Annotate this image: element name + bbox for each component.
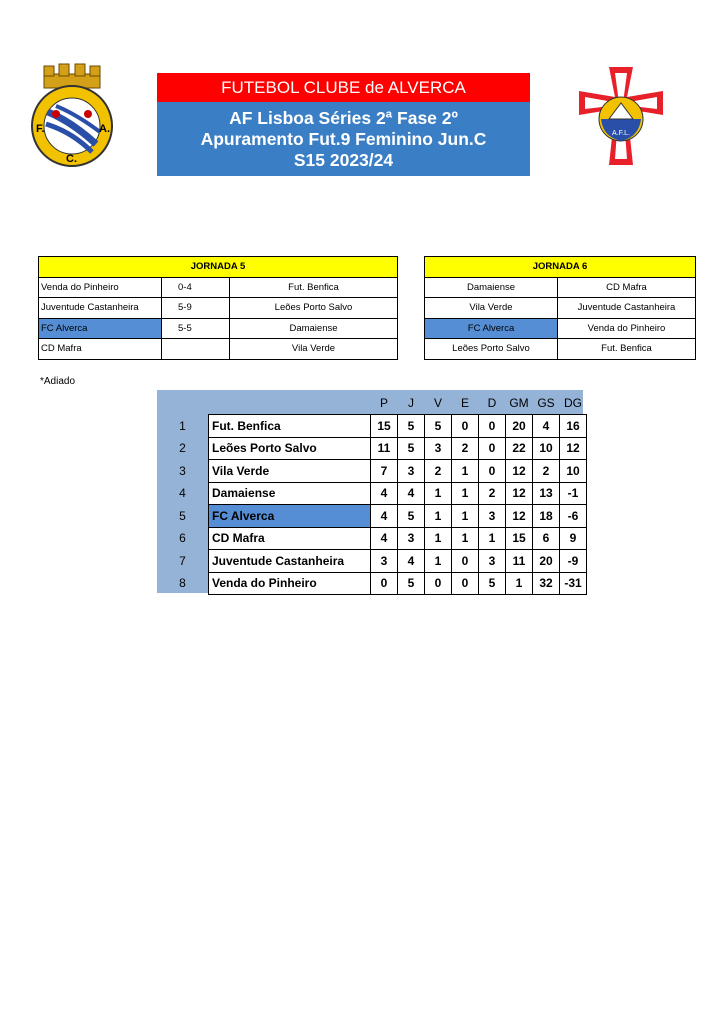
title-line-2: Apuramento Fut.9 Feminino Jun.C xyxy=(200,128,487,149)
stat-e: 1 xyxy=(452,482,479,505)
match-score: 0-4 xyxy=(162,277,230,298)
crest-letter-c: C. xyxy=(66,153,77,165)
stat-gs: 13 xyxy=(533,482,560,505)
stat-v: 3 xyxy=(425,437,452,460)
home-team: Juventude Castanheira xyxy=(39,298,162,319)
stat-e: 0 xyxy=(452,550,479,573)
stat-gm: 12 xyxy=(506,482,533,505)
stat-p: 0 xyxy=(371,572,398,595)
stat-d: 0 xyxy=(479,415,506,438)
away-team: Fut. Benfica xyxy=(558,339,696,360)
position: 7 xyxy=(179,553,186,568)
position: 1 xyxy=(179,418,186,433)
stat-d: 3 xyxy=(479,505,506,528)
stat-e: 1 xyxy=(452,460,479,483)
stat-j: 5 xyxy=(398,437,425,460)
table-row xyxy=(157,550,587,573)
col-header: P xyxy=(379,396,388,410)
stat-v: 1 xyxy=(425,482,452,505)
table-row xyxy=(157,437,587,460)
away-team: Venda do Pinheiro xyxy=(558,318,696,339)
stat-j: 3 xyxy=(398,527,425,550)
table-row xyxy=(39,277,398,298)
stat-e: 2 xyxy=(452,437,479,460)
stat-v: 5 xyxy=(425,415,452,438)
table-row xyxy=(425,298,696,319)
match-score xyxy=(162,339,230,360)
stat-gm: 11 xyxy=(506,550,533,573)
stat-v: 1 xyxy=(425,505,452,528)
crest-letter-f: F. xyxy=(36,123,45,135)
position: 4 xyxy=(179,486,186,501)
position: 5 xyxy=(179,508,186,523)
stat-e: 1 xyxy=(452,505,479,528)
stat-p: 7 xyxy=(371,460,398,483)
table-row xyxy=(425,339,696,360)
stat-gs: 18 xyxy=(533,505,560,528)
stat-v: 2 xyxy=(425,460,452,483)
table-row xyxy=(157,572,587,595)
home-team: Leões Porto Salvo xyxy=(425,339,558,360)
afl-letters: A.F.L. xyxy=(612,130,630,137)
stat-v: 0 xyxy=(425,572,452,595)
home-team: Venda do Pinheiro xyxy=(39,277,162,298)
stat-gs: 20 xyxy=(533,550,560,573)
position: 6 xyxy=(179,531,186,546)
table-row xyxy=(157,482,587,505)
stat-v: 1 xyxy=(425,527,452,550)
club-name-banner: FUTEBOL CLUBE de ALVERCA xyxy=(157,73,530,102)
title-line-1: AF Lisboa Séries 2ª Fase 2º xyxy=(229,107,458,128)
team-name: Damaiense xyxy=(209,482,371,505)
stat-j: 3 xyxy=(398,460,425,483)
stat-d: 1 xyxy=(479,527,506,550)
stat-dg: -6 xyxy=(560,505,587,528)
stat-gm: 12 xyxy=(506,460,533,483)
crown-icon xyxy=(44,64,100,88)
table-row xyxy=(425,277,696,298)
table-row xyxy=(39,298,398,319)
col-header: DG xyxy=(564,396,582,410)
title-line-3: S15 2023/24 xyxy=(293,149,394,170)
stat-d: 3 xyxy=(479,550,506,573)
col-header: D xyxy=(487,396,497,410)
jornada-5-title: JORNADA 5 xyxy=(39,257,398,278)
position: 8 xyxy=(179,576,186,591)
stat-gs: 32 xyxy=(533,572,560,595)
stat-p: 3 xyxy=(371,550,398,573)
stat-gm: 12 xyxy=(506,505,533,528)
stat-dg: 16 xyxy=(560,415,587,438)
stat-p: 4 xyxy=(371,505,398,528)
stat-dg: 9 xyxy=(560,527,587,550)
team-name: Venda do Pinheiro xyxy=(209,572,371,595)
jornada-6-title: JORNADA 6 xyxy=(425,257,696,278)
stat-p: 4 xyxy=(371,527,398,550)
stat-e: 1 xyxy=(452,527,479,550)
stat-gm: 1 xyxy=(506,572,533,595)
team-name: Vila Verde xyxy=(209,460,371,483)
stat-e: 0 xyxy=(452,572,479,595)
col-header: J xyxy=(408,396,414,410)
table-row xyxy=(157,460,587,483)
jornada-6-table xyxy=(424,256,696,360)
postponed-note: *Adiado xyxy=(40,376,76,387)
standings-table xyxy=(157,392,587,595)
col-header: GS xyxy=(537,396,555,410)
away-team: Vila Verde xyxy=(230,339,398,360)
away-team: Leões Porto Salvo xyxy=(230,298,398,319)
away-team: Damaiense xyxy=(230,318,398,339)
team-name: CD Mafra xyxy=(209,527,371,550)
stat-d: 0 xyxy=(479,460,506,483)
stat-j: 5 xyxy=(398,505,425,528)
stat-e: 0 xyxy=(452,415,479,438)
stat-d: 0 xyxy=(479,437,506,460)
stat-gs: 10 xyxy=(533,437,560,460)
home-team: FC Alverca xyxy=(39,318,162,339)
team-name: Juventude Castanheira xyxy=(209,550,371,573)
stat-dg: -31 xyxy=(560,572,587,595)
stat-gm: 20 xyxy=(506,415,533,438)
af-lisboa-logo xyxy=(579,67,663,165)
crest-letter-a: A. xyxy=(99,123,110,135)
table-row xyxy=(39,339,398,360)
position: 3 xyxy=(179,463,186,478)
stat-p: 4 xyxy=(371,482,398,505)
stat-dg: 12 xyxy=(560,437,587,460)
away-team: CD Mafra xyxy=(558,277,696,298)
stat-j: 5 xyxy=(398,572,425,595)
team-name: Fut. Benfica xyxy=(209,415,371,438)
stat-v: 1 xyxy=(425,550,452,573)
match-score: 5-9 xyxy=(162,298,230,319)
fc-alverca-crest-logo xyxy=(26,62,118,168)
standings-header-row xyxy=(157,392,587,415)
stat-d: 2 xyxy=(479,482,506,505)
stat-d: 5 xyxy=(479,572,506,595)
stat-gm: 22 xyxy=(506,437,533,460)
away-team: Juventude Castanheira xyxy=(558,298,696,319)
jornada-5-table xyxy=(38,256,398,360)
home-team: FC Alverca xyxy=(425,318,558,339)
stat-j: 4 xyxy=(398,482,425,505)
stat-dg: -9 xyxy=(560,550,587,573)
table-row xyxy=(157,527,587,550)
stat-j: 4 xyxy=(398,550,425,573)
table-row xyxy=(157,415,587,438)
match-score: 5-5 xyxy=(162,318,230,339)
stat-gm: 15 xyxy=(506,527,533,550)
home-team: Vila Verde xyxy=(425,298,558,319)
table-row xyxy=(39,318,398,339)
position: 2 xyxy=(179,441,186,456)
stat-p: 15 xyxy=(371,415,398,438)
stat-dg: 10 xyxy=(560,460,587,483)
team-name: FC Alverca xyxy=(209,505,371,528)
competition-title xyxy=(157,102,530,176)
home-team: Damaiense xyxy=(425,277,558,298)
table-row xyxy=(425,318,696,339)
table-row xyxy=(157,505,587,528)
stat-gs: 6 xyxy=(533,527,560,550)
team-name: Leões Porto Salvo xyxy=(209,437,371,460)
col-header: V xyxy=(433,396,442,410)
away-team: Fut. Benfica xyxy=(230,277,398,298)
stat-gs: 4 xyxy=(533,415,560,438)
col-header: E xyxy=(460,396,469,410)
stat-gs: 2 xyxy=(533,460,560,483)
home-team: CD Mafra xyxy=(39,339,162,360)
stat-j: 5 xyxy=(398,415,425,438)
stat-p: 11 xyxy=(371,437,398,460)
col-header: GM xyxy=(509,396,529,410)
stat-dg: -1 xyxy=(560,482,587,505)
